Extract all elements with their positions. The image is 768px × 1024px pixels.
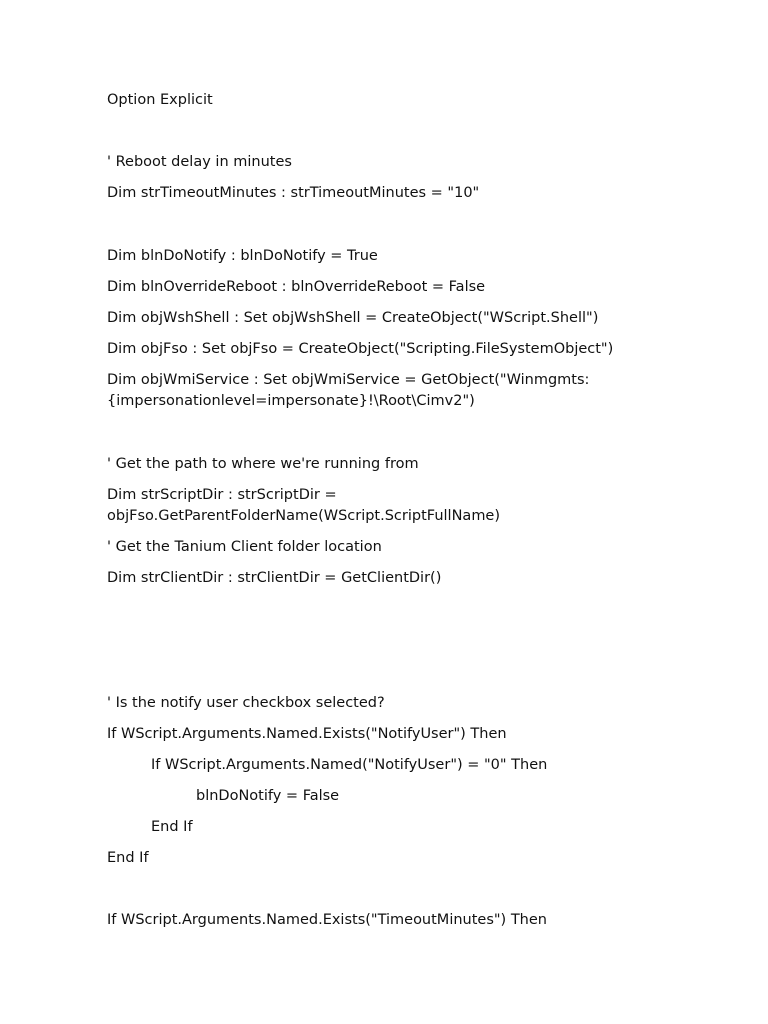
code-line-if-timeout-exists: If WScript.Arguments.Named.Exists("TimeoutMinutes") Then: [107, 912, 547, 928]
code-line-if-notify-exists: If WScript.Arguments.Named.Exists("NotifyUser") Then: [107, 726, 507, 742]
code-line-set-do-notify-false: blnDoNotify = False: [196, 788, 340, 804]
code-line-script-dir-cont: objFso.GetParentFolderName(WScript.ScriptFullName): [107, 508, 501, 524]
code-line-wmi-service: Dim objWmiService : Set objWmiService = GetObject("Winmgmts:: [107, 372, 590, 388]
code-line-do-notify: Dim blnDoNotify : blnDoNotify = True: [107, 248, 378, 264]
code-line-wmi-service-cont: {impersonationlevel=impersonate}!\Root\Cimv2"): [107, 393, 475, 409]
code-comment-notify-checkbox: ' Is the notify user checkbox selected?: [107, 695, 385, 711]
code-comment-reboot-delay: ' Reboot delay in minutes: [107, 154, 292, 170]
code-line-timeout-minutes: Dim strTimeoutMinutes : strTimeoutMinutes = "10": [107, 185, 480, 201]
code-line-option-explicit: Option Explicit: [107, 92, 213, 108]
code-line-end-if-outer: End If: [107, 850, 149, 866]
code-line-script-dir: Dim strScriptDir : strScriptDir =: [107, 487, 337, 503]
code-line-override-reboot: Dim blnOverrideReboot : blnOverrideReboot = False: [107, 279, 486, 295]
code-comment-script-path: ' Get the path to where we're running from: [107, 456, 419, 472]
code-line-fso: Dim objFso : Set objFso = CreateObject("Scripting.FileSystemObject"): [107, 341, 614, 357]
code-line-if-notify-zero: If WScript.Arguments.Named("NotifyUser") = "0" Then: [151, 757, 548, 773]
code-line-end-if-inner: End If: [151, 819, 193, 835]
code-line-wsh-shell: Dim objWshShell : Set objWshShell = CreateObject("WScript.Shell"): [107, 310, 599, 326]
code-line-client-dir: Dim strClientDir : strClientDir = GetClientDir(): [107, 570, 442, 586]
code-comment-client-folder: ' Get the Tanium Client folder location: [107, 539, 382, 555]
